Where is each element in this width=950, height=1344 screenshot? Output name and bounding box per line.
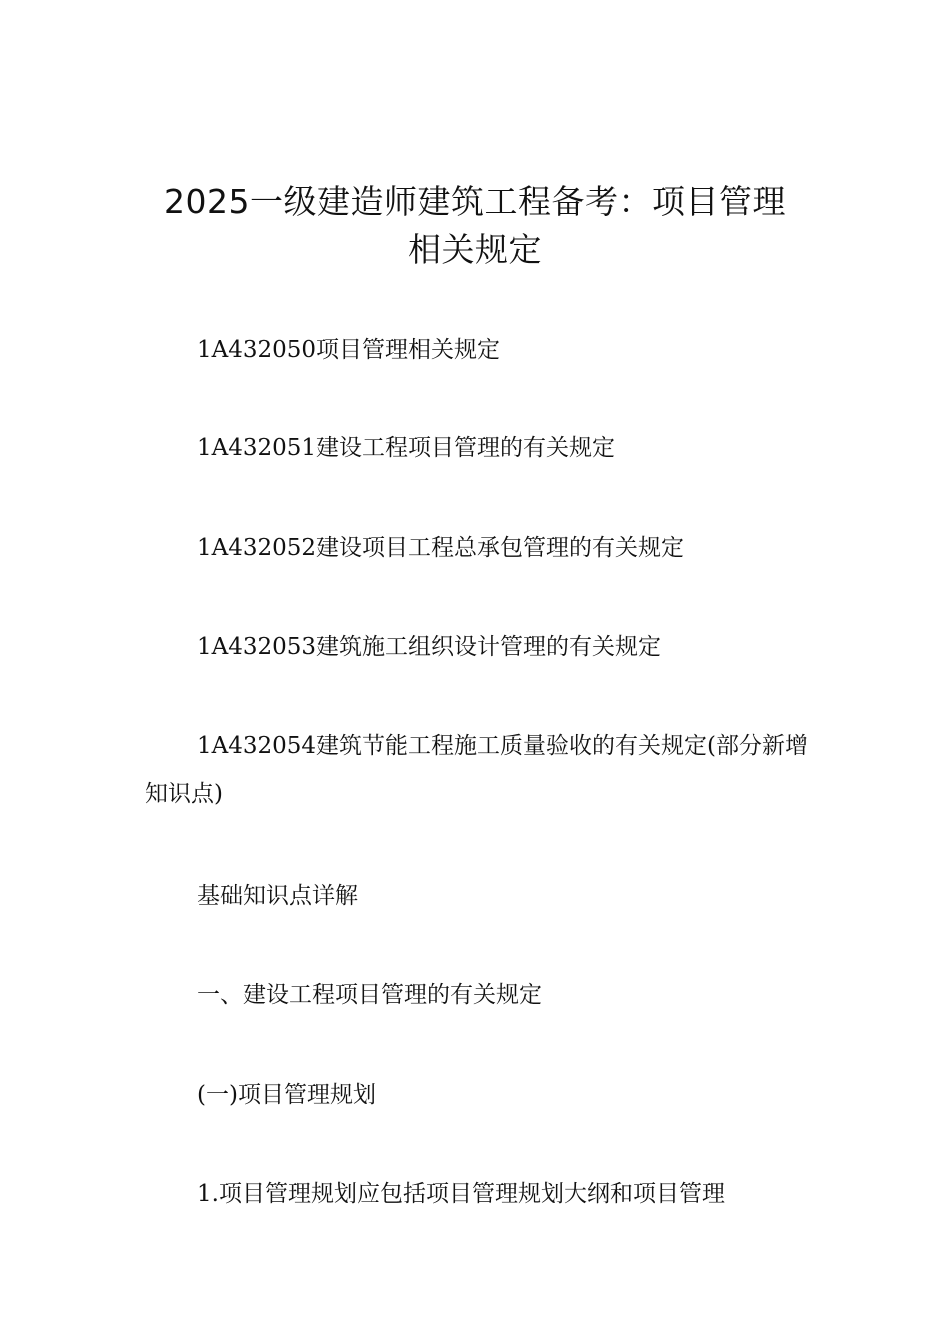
section-code-1a432053: 1A432053建筑施工组织设计管理的有关规定 <box>197 634 662 660</box>
title-line-1: 2025一级建造师建筑工程备考：项目管理 <box>164 182 786 221</box>
heading-subsection-one: (一)项目管理规划 <box>197 1082 376 1108</box>
heading-part-one: 一、建设工程项目管理的有关规定 <box>197 982 542 1008</box>
section-code-1a432054: 1A432054建筑节能工程施工质量验收的有关规定(部分新增知识点) <box>145 733 809 807</box>
subheading-basic-knowledge: 基础知识点详解 <box>197 883 358 909</box>
title-line-2: 相关规定 <box>408 230 542 269</box>
section-code-1a432051: 1A432051建设工程项目管理的有关规定 <box>197 435 616 461</box>
document-title <box>140 178 810 274</box>
body-paragraph-1: 1.项目管理规划应包括项目管理规划大纲和项目管理 <box>197 1181 725 1207</box>
section-code-1a432050: 1A432050项目管理相关规定 <box>197 337 501 363</box>
section-code-1a432052: 1A432052建设项目工程总承包管理的有关规定 <box>197 535 685 561</box>
